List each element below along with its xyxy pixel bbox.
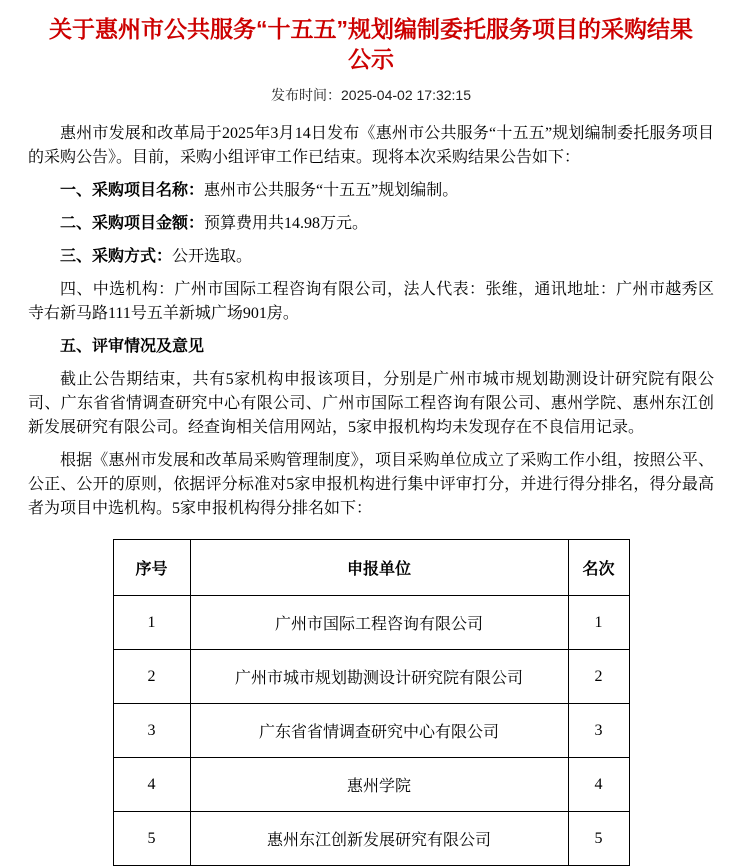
- item3-label: 三、采购方式：: [60, 248, 173, 265]
- table-row: [113, 812, 629, 866]
- paragraph-item3: [28, 245, 714, 269]
- cell-organization: 惠州东江创新发展研究有限公司: [190, 812, 568, 866]
- announcement-page: [0, 14, 742, 852]
- paragraph-review1: 截止公告期结束，共有5家机构申报该项目，分别是广州市城市规划勘测设计研究院有限公司、广东省省情调查研究中心有限公司、广州市国际工程咨询有限公司、惠州学院、惠州东江创新发展研究有限公司。经查询相关信用网站，5家申报机构均未发现存在不良信用记录。: [28, 371, 714, 436]
- cell-rank: 2: [568, 650, 629, 704]
- paragraph-intro: 惠州市发展和改革局于2025年3月14日发布《惠州市公共服务“十五五”规划编制委托服务项目的采购公告》。目前，采购小组评审工作已结束。现将本次采购结果公告如下：: [28, 125, 714, 166]
- table-row: [113, 596, 629, 650]
- page-title: 关于惠州市公共服务“十五五”规划编制委托服务项目的采购结果公示: [49, 16, 693, 72]
- table-header-row: [113, 540, 629, 596]
- item1-label: 一、采购项目名称：: [60, 182, 205, 199]
- paragraph-item4: [28, 278, 714, 326]
- ranking-table: [113, 539, 630, 866]
- item4-text: 广州市国际工程咨询有限公司，法人代表：张维，通讯地址：广州市越秀区寺右新马路111号五羊新城广场901房。: [28, 281, 714, 322]
- item2-label: 二、采购项目金额：: [60, 215, 205, 232]
- paragraph-review2: 根据《惠州市发展和改革局采购管理制度》，项目采购单位成立了采购工作小组，按照公平、公正、公开的原则，依据评分标准对5家申报机构进行集中评审打分，并进行得分排名，得分最高者为项目中选机构。5家申报机构得分排名如下：: [28, 452, 714, 517]
- cell-organization: 广东省省情调查研究中心有限公司: [190, 704, 568, 758]
- table-row: [113, 758, 629, 812]
- cell-rank: 3: [568, 704, 629, 758]
- item3-text: 公开选取。: [172, 248, 253, 265]
- paragraph-item2: [28, 212, 714, 236]
- cell-index: 3: [113, 704, 190, 758]
- table-header-organization: 申报单位: [190, 540, 568, 596]
- cell-rank: 4: [568, 758, 629, 812]
- cell-organization: 广州市国际工程咨询有限公司: [190, 596, 568, 650]
- item4-label: 四、中选机构：: [60, 281, 175, 298]
- item1-text: 惠州市公共服务“十五五”规划编制。: [204, 182, 459, 199]
- table-row: [113, 650, 629, 704]
- table-header-rank: 名次: [568, 540, 629, 596]
- table-row: [113, 704, 629, 758]
- item2-text: 预算费用共14.98万元。: [204, 215, 369, 232]
- publish-time: 发布时间：2025-04-02 17:32:15: [271, 87, 471, 103]
- ranking-table-header: [113, 540, 629, 596]
- cell-organization: 惠州学院: [190, 758, 568, 812]
- document-body: [28, 122, 714, 521]
- cell-index: 1: [113, 596, 190, 650]
- cell-organization: 广州市城市规划勘测设计研究院有限公司: [190, 650, 568, 704]
- cell-index: 2: [113, 650, 190, 704]
- cell-index: 4: [113, 758, 190, 812]
- cell-rank: 5: [568, 812, 629, 866]
- paragraph-item1: [28, 179, 714, 203]
- cell-rank: 1: [568, 596, 629, 650]
- ranking-table-body: [113, 596, 629, 866]
- cell-index: 5: [113, 812, 190, 866]
- table-header-index: 序号: [113, 540, 190, 596]
- paragraph-item5-heading: 五、评审情况及意见: [60, 338, 205, 355]
